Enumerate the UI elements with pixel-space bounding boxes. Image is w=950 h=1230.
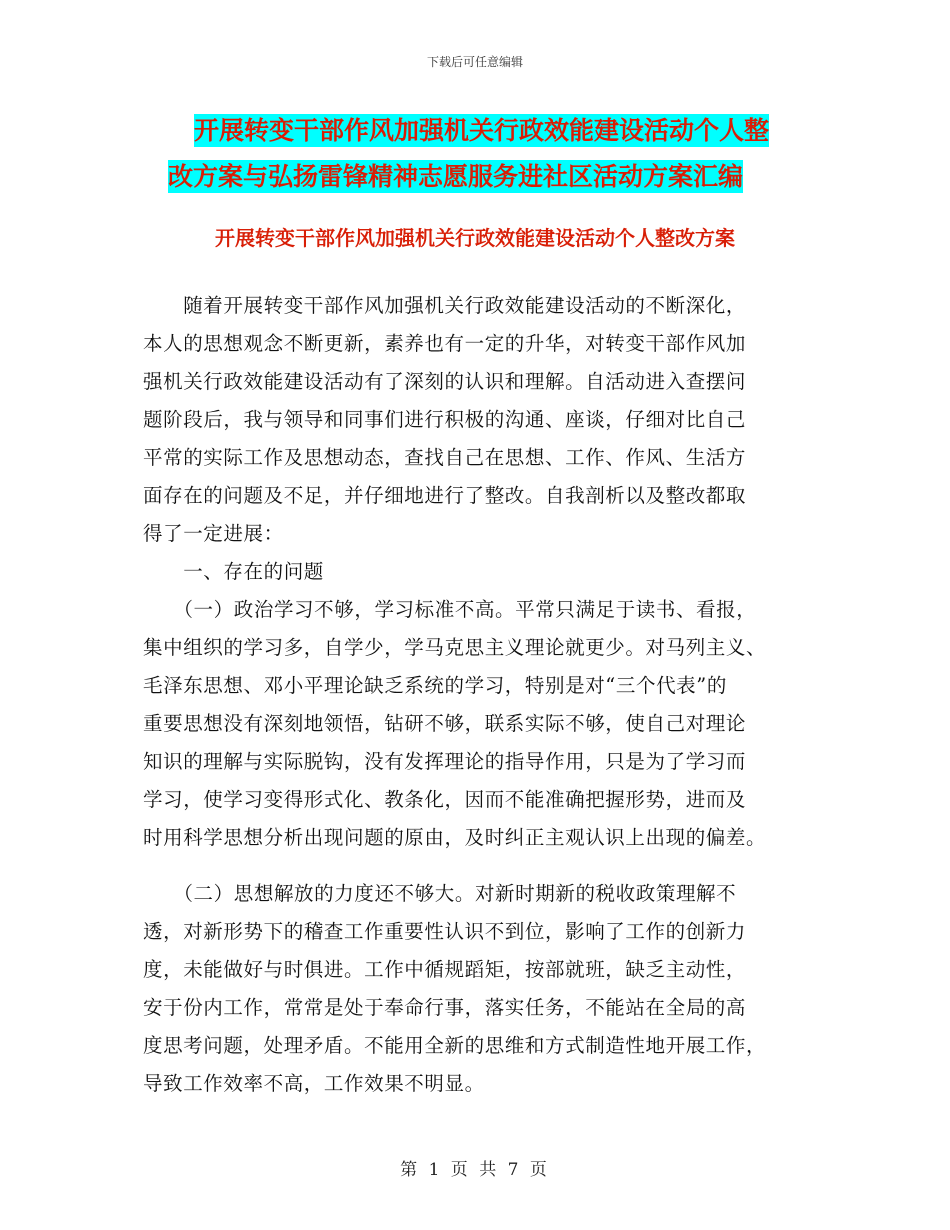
- text-line: 随着开展转变干部作风加强机关行政效能建设活动的不断深化，: [143, 294, 747, 317]
- text-line: 透，对新形势下的稽查工作重要性认识不到位，影响了工作的创新力: [143, 920, 747, 943]
- paragraph-item-1: [143, 591, 823, 857]
- main-title-line-1: 开展转变干部作风加强机关行政效能建设活动个人整: [194, 116, 770, 145]
- paragraph-item-2: [143, 875, 823, 1103]
- text-line: 学习，使学习变得形式化、教条化，因而不能准确把握形势，进而及: [143, 788, 747, 811]
- main-title-line-2: 改方案与弘扬雷锋精神志愿服务进社区活动方案汇编: [168, 162, 744, 191]
- text-line: 集中组织的学习多，自学少，学马克思主义理论就更少。对马列主义、: [143, 636, 767, 659]
- text-line: 一、存在的问题: [143, 560, 324, 583]
- text-line: （二）思想解放的力度还不够大。对新时期新的税收政策理解不: [143, 882, 737, 905]
- text-line: 本人的思想观念不断更新，素养也有一定的升华，对转变干部作风加: [143, 332, 747, 355]
- body-text: [143, 287, 823, 1103]
- section-heading-problems: [143, 553, 823, 591]
- text-line: 毛泽东思想、邓小平理论缺乏系统的学习，特别是对“三个代表”的: [143, 674, 727, 697]
- text-line: （一）政治学习不够，学习标准不高。平常只满足于读书、看报，: [143, 598, 757, 621]
- text-line: 度，未能做好与时俱进。工作中循规蹈矩，按部就班，缺乏主动性，: [143, 958, 747, 981]
- text-line: 度思考问题，处理矛盾。不能用全新的思维和方式制造性地开展工作，: [143, 1034, 767, 1057]
- section-title: 开展转变干部作风加强机关行政效能建设活动个人整改方案: [215, 226, 735, 250]
- text-line: 重要思想没有深刻地领悟，钻研不够，联系实际不够，使自己对理论: [143, 712, 747, 735]
- text-line: 得了一定进展：: [143, 522, 284, 545]
- text-line: 平常的实际工作及思想动态，查找自己在思想、工作、作风、生活方: [143, 446, 747, 469]
- text-line: 知识的理解与实际脱钩，没有发挥理论的指导作用，只是为了学习而: [143, 750, 747, 773]
- text-line: 题阶段后，我与领导和同事们进行积极的沟通、座谈，仔细对比自己: [143, 408, 747, 431]
- text-line: 导致工作效率不高，工作效果不明显。: [143, 1072, 485, 1095]
- document-main-title: [168, 108, 818, 200]
- text-line: 时用科学思想分析出现问题的原由，及时纠正主观认识上出现的偏差。: [143, 826, 767, 849]
- text-line: 面存在的问题及不足，并仔细地进行了整改。自我剖析以及整改都取: [143, 484, 747, 507]
- paragraph-intro: [143, 287, 823, 553]
- page-number: 第 1 页 共 7 页: [400, 1160, 550, 1180]
- text-line: 安于份内工作，常常是处于奉命行事，落实任务，不能站在全局的高: [143, 996, 747, 1019]
- paragraph-gap: [143, 857, 823, 875]
- text-line: 强机关行政效能建设活动有了深刻的认识和理解。自活动进入查摆问: [143, 370, 747, 393]
- header-note: 下载后可任意编辑: [426, 55, 523, 69]
